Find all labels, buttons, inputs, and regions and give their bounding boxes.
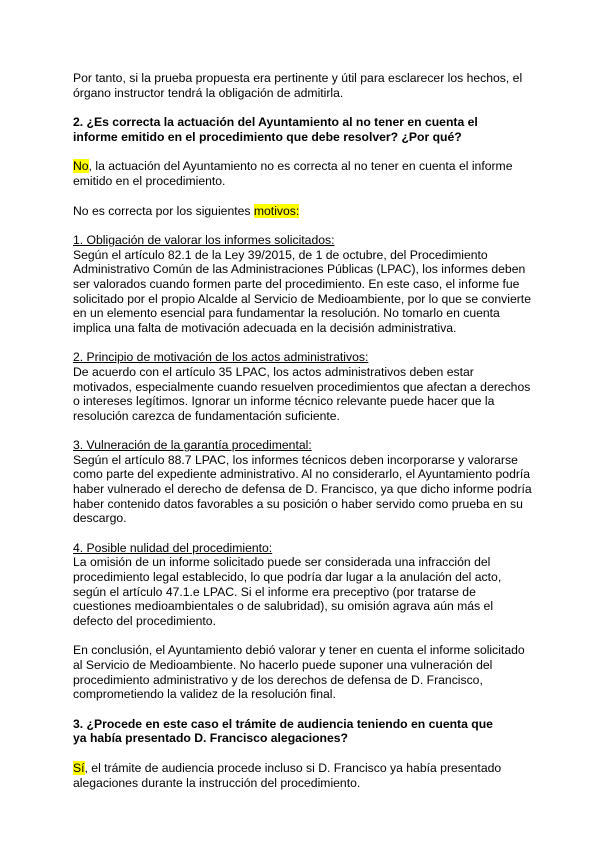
section-1 [73,233,533,335]
motivos-highlight: motivos: [253,203,300,218]
section-3-body: Según el artículo 88.7 LPAC, los informes técnicos deben incorporarse y valorarse como parte del expediente administrativo. Al no considerarlo, el Ayuntamiento podría haber vulnerado el derecho de defensa de D. Francisco, ya que dicho informe podría haber contenido datos favorables a su posición o haber servido como prueba en su descargo. [73,452,532,526]
motivos-paragraph [73,204,533,219]
answer-3-paragraph [73,761,533,790]
section-3 [73,438,533,526]
section-3-title: 3. Vulneración de la garantía procedimental: [73,438,312,453]
section-2-title: 2. Principio de motivación de los actos administrativos: [73,350,369,365]
section-1-body: Según el artículo 82.1 de la Ley 39/2015, de 1 de octubre, del Procedimiento Administrativo Común de las Administraciones Públicas (LPAC), los informes deben ser valorados cuando formen parte del procedimiento. En este caso, el informe fue solicitado por el propio Alcalde al Servicio de Medioambiente, por lo que se convierte en un elemento esencial para fundamentar la resolución. No tomarlo en cuenta implica una falta de motivación adecuada en la decisión administrativa. [73,247,531,335]
answer-3-highlight: Sí [73,760,85,775]
intro-paragraph: Por tanto, si la prueba propuesta era pertinente y útil para esclarecer los hechos, el órgano instructor tendrá la obligación de admitirla. [73,71,523,100]
conclusion-paragraph: En conclusión, el Ayuntamiento debió valorar y tener en cuenta el informe solicitado al Servicio de Medioambiente. No hacerlo puede suponer una vulneración del procedimiento administrativo y de los derechos de defensa de D. Francisco, comprometiendo la validez de la resolución final. [73,643,525,702]
question-2-line-2: informe emitido en el procedimiento que debe resolver? ¿Por qué? [73,129,462,144]
question-3-line-2: ya había presentado D. Francisco alegaciones? [73,731,348,746]
section-2-body: De acuerdo con el artículo 35 LPAC, los actos administrativos deben estar motivados, especialmente cuando resuelven procedimientos que afectan a derechos o intereses legítimos. Ignorar un informe técnico relevante puede hacer que la resolución carezca de fundamentación suficiente. [73,364,531,423]
answer-3-text: , el trámite de audiencia procede incluso si D. Francisco ya había presentado alegaciones durante la instrucción del procedimiento. [73,760,502,790]
section-4-title: 4. Posible nulidad del procedimiento: [73,540,273,555]
answer-2-highlight: No [73,159,89,174]
question-3-line-1: 3. ¿Procede en este caso el trámite de audiencia teniendo en cuenta que [73,716,493,731]
section-4-body: La omisión de un informe solicitado puede ser considerada una infracción del procedimiento legal establecido, lo que podría dar lugar a la anulación del acto, según el artículo 47.1.e LPAC. Si el informe era preceptivo (por tratarse de cuestiones medioambientales o de salubridad), su omisión agrava aún más el defecto del procedimiento. [73,555,502,628]
question-2-heading [73,115,533,144]
document-body [73,71,533,805]
answer-2-text: , la actuación del Ayuntamiento no es correcta al no tener en cuenta el informe emitido en el procedimiento. [73,159,513,188]
question-3-heading [73,717,533,746]
section-4 [73,541,533,629]
section-1-title: 1. Obligación de valorar los informes solicitados: [73,233,335,248]
section-2 [73,350,533,423]
answer-2-paragraph [73,159,533,188]
question-2-line-1: 2. ¿Es correcta la actuación del Ayuntamiento al no tener en cuenta el [73,115,478,130]
motivos-lead: No es correcta por los siguientes [73,203,254,218]
